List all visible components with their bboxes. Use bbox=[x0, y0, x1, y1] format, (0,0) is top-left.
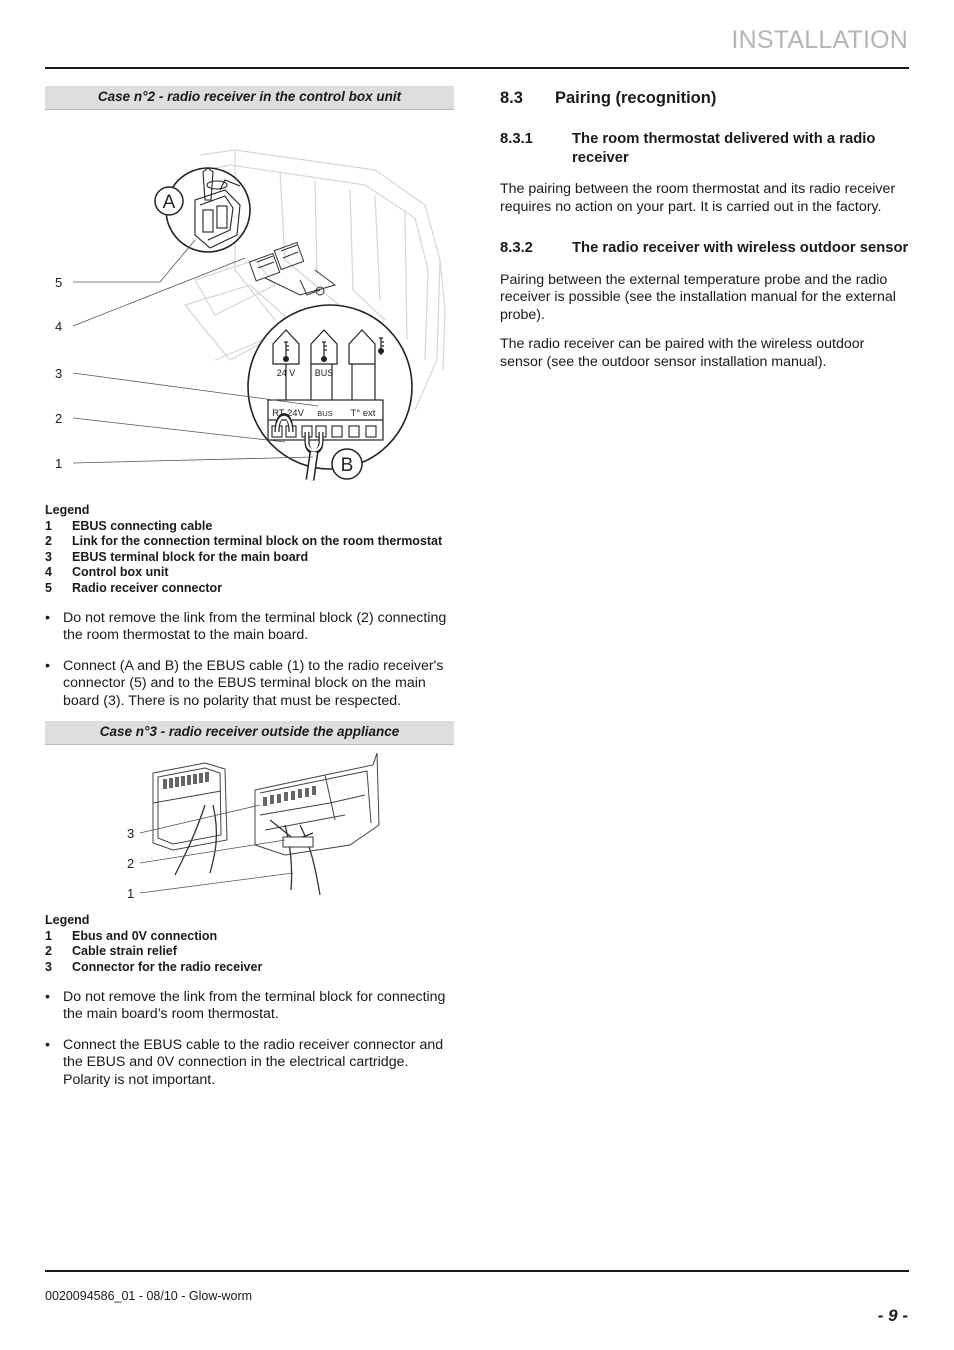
callout-1: 1 bbox=[55, 456, 63, 471]
label-t-ext: T° ext bbox=[350, 408, 376, 419]
callout-4: 4 bbox=[55, 319, 63, 334]
legend-num: 2 bbox=[45, 944, 52, 959]
zoom-a-label: A bbox=[162, 192, 176, 213]
legend-text: EBUS terminal block for the main board bbox=[72, 549, 309, 564]
section-heading bbox=[500, 89, 909, 108]
right-column bbox=[500, 86, 909, 372]
legend-text: Control box unit bbox=[72, 565, 169, 579]
legend-num: 3 bbox=[45, 959, 52, 974]
legend-num: 1 bbox=[45, 928, 52, 943]
subsection-number: 8.3.2 bbox=[500, 240, 533, 257]
legend-text: Link for the connection terminal block on the room thermostat bbox=[72, 534, 443, 548]
legend-row bbox=[45, 929, 454, 945]
zoom-b-label: B bbox=[340, 455, 354, 476]
zoom-b bbox=[248, 305, 412, 480]
case2-legend bbox=[45, 503, 454, 596]
subsection-title: The radio receiver with wireless outdoor sensor bbox=[572, 240, 909, 257]
legend-num: 5 bbox=[45, 580, 52, 595]
section-number: 8.3 bbox=[500, 89, 523, 107]
paragraph: The pairing between the room thermostat and its radio receiver requires no action on your part. It is carried out in the factory. bbox=[500, 181, 896, 215]
legend-row bbox=[45, 565, 454, 581]
legend-text: EBUS connecting cable bbox=[72, 518, 213, 533]
instruction-item: • Connect (A and B) the EBUS cable (1) to the radio receiver's connector (5) and to the EBUS terminal block on the main board (3). There is no polarity that must be respected. bbox=[45, 658, 454, 710]
paragraph: The radio receiver can be paired with the wireless outdoor sensor (see the outdoor sensor installation manual). bbox=[500, 336, 865, 371]
legend-num: 4 bbox=[45, 565, 52, 579]
case2-title-bar: Case n°2 - radio receiver in the control box unit bbox=[45, 86, 454, 110]
label-bus-bottom: BUS bbox=[317, 409, 333, 418]
paragraph: Pairing between the external temperature probe and the radio receiver is possible (see the installation manual for the external probe). bbox=[500, 271, 896, 323]
legend-row bbox=[45, 534, 454, 550]
case2-diagram bbox=[45, 110, 454, 485]
page-header-title: INSTALLATION bbox=[731, 26, 908, 54]
label-rt24v: RT 24V bbox=[272, 408, 304, 419]
legend-num: 2 bbox=[45, 534, 52, 548]
legend-row bbox=[45, 960, 454, 976]
legend-text: Cable strain relief bbox=[72, 944, 177, 959]
subsection-heading bbox=[500, 130, 909, 167]
case2-legend-title: Legend bbox=[45, 503, 90, 517]
legend-text: Connector for the radio receiver bbox=[72, 959, 263, 974]
case3-title-bar: Case n°3 - radio receiver outside the appliance bbox=[45, 721, 454, 745]
case3-callout-1: 1 bbox=[127, 886, 135, 902]
legend-row bbox=[45, 944, 454, 960]
case3-instructions bbox=[45, 989, 454, 1089]
case3-legend bbox=[45, 913, 454, 975]
legend-text: Ebus and 0V connection bbox=[72, 928, 218, 943]
callout-5: 5 bbox=[55, 275, 63, 290]
document-code: 0020094586_01 - 08/10 - Glow-worm bbox=[45, 1289, 253, 1303]
legend-row bbox=[45, 581, 454, 597]
label-24v: 24 V bbox=[276, 368, 296, 378]
footer-rule bbox=[45, 1270, 909, 1272]
section-title: Pairing (recognition) bbox=[555, 89, 717, 107]
case3-diagram bbox=[45, 745, 454, 905]
left-column bbox=[45, 86, 454, 1102]
case3-callout-2: 2 bbox=[127, 856, 135, 872]
legend-row bbox=[45, 550, 454, 566]
legend-num: 3 bbox=[45, 549, 52, 564]
legend-text: Radio receiver connector bbox=[72, 580, 223, 595]
case3-figure bbox=[45, 745, 454, 905]
legend-num: 1 bbox=[45, 518, 52, 533]
instruction-item: • Connect the EBUS cable to the radio receiver connector and the EBUS and 0V connection in the electrical cartridge. Polarity is not important. bbox=[45, 1037, 454, 1089]
callout-2: 2 bbox=[55, 411, 63, 426]
case3-callout-3: 3 bbox=[127, 826, 135, 842]
callout-3: 3 bbox=[55, 366, 63, 381]
subsection-title: The room thermostat delivered with a radio receiver bbox=[572, 131, 876, 166]
zoom-a bbox=[155, 168, 250, 252]
case3-legend-title: Legend bbox=[45, 913, 90, 928]
page-number: - 9 - bbox=[877, 1306, 908, 1325]
label-bus-top: BUS bbox=[314, 368, 334, 378]
legend-row bbox=[45, 519, 454, 535]
case2-figure bbox=[45, 110, 454, 485]
instruction-item: • Do not remove the link from the terminal block for connecting the main board’s room thermostat. bbox=[45, 989, 454, 1024]
subsection-number: 8.3.1 bbox=[500, 131, 533, 147]
case2-instructions bbox=[45, 610, 454, 710]
instruction-item: • Do not remove the link from the terminal block (2) connecting the room thermostat to the main board. bbox=[45, 610, 454, 645]
header-rule bbox=[45, 67, 909, 69]
subsection-heading bbox=[500, 239, 909, 258]
